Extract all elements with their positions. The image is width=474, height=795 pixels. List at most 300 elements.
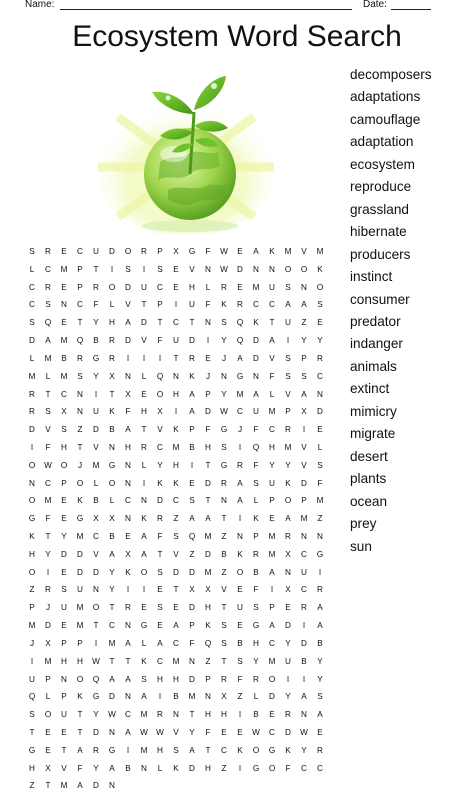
grid-cell[interactable]: Q [236,318,244,328]
grid-cell[interactable]: Z [29,781,35,791]
grid-cell[interactable]: Z [29,585,35,595]
grid-cell[interactable]: K [189,371,195,381]
grid-cell[interactable]: L [141,460,147,470]
grid-cell[interactable]: W [92,656,100,666]
grid-cell[interactable]: R [253,674,259,684]
grid-cell[interactable]: B [93,496,99,506]
grid-cell[interactable]: E [45,727,51,737]
grid-cell[interactable]: C [317,763,323,773]
grid-cell[interactable]: E [173,264,179,274]
grid-cell[interactable]: N [237,532,243,541]
grid-cell[interactable]: D [77,549,83,559]
grid-cell[interactable]: K [237,549,243,559]
grid-cell[interactable]: A [301,389,307,399]
grid-cell[interactable]: C [301,549,307,559]
grid-cell[interactable]: C [157,282,163,292]
grid-cell[interactable]: E [237,621,243,631]
grid-cell[interactable]: T [77,727,83,737]
grid-cell[interactable]: A [253,389,259,399]
grid-cell[interactable]: V [173,549,179,559]
grid-cell[interactable]: I [94,638,98,648]
grid-cell[interactable]: F [253,585,259,595]
grid-cell[interactable]: D [189,603,195,613]
grid-cell[interactable]: I [126,585,130,595]
grid-cell[interactable]: X [301,407,307,417]
grid-cell[interactable]: T [205,745,211,755]
grid-cell[interactable]: M [268,549,276,559]
grid-cell[interactable]: S [317,460,323,470]
grid-cell[interactable]: S [45,407,51,417]
grid-cell[interactable]: S [221,638,227,648]
grid-cell[interactable]: I [174,300,178,310]
grid-cell[interactable]: A [125,318,131,328]
grid-cell[interactable]: Y [317,674,323,684]
grid-cell[interactable]: R [45,282,51,292]
grid-cell[interactable]: K [173,425,179,435]
grid-cell[interactable]: V [93,549,99,559]
grid-cell[interactable]: A [253,247,259,256]
grid-cell[interactable]: A [125,638,131,648]
grid-cell[interactable]: E [173,282,179,292]
grid-cell[interactable]: J [45,603,51,613]
grid-cell[interactable]: F [93,300,99,310]
grid-cell[interactable]: R [317,745,323,755]
grid-cell[interactable]: O [300,264,308,274]
grid-cell[interactable]: N [125,460,131,470]
grid-cell[interactable]: X [61,407,67,417]
grid-cell[interactable]: X [93,514,99,524]
grid-cell[interactable]: L [141,638,147,648]
grid-cell[interactable]: R [141,247,147,256]
grid-cell[interactable]: N [125,692,131,702]
grid-cell[interactable]: Q [252,442,260,452]
grid-cell[interactable]: B [237,638,243,648]
grid-cell[interactable]: A [237,478,243,488]
grid-cell[interactable]: P [29,603,35,613]
grid-cell[interactable]: B [221,549,227,559]
grid-cell[interactable]: S [317,692,323,702]
grid-cell[interactable]: I [142,353,146,363]
grid-cell[interactable]: Z [301,318,307,328]
grid-cell[interactable]: R [109,336,115,346]
grid-cell[interactable]: K [221,300,227,310]
grid-cell[interactable]: E [237,282,243,292]
grid-cell[interactable]: X [285,585,291,595]
grid-cell[interactable]: C [29,300,35,310]
grid-cell[interactable]: H [141,407,147,417]
grid-cell[interactable]: P [61,692,67,702]
grid-cell[interactable]: E [317,318,323,328]
grid-cell[interactable]: Y [109,567,115,577]
grid-cell[interactable]: H [173,389,179,399]
grid-cell[interactable]: I [270,585,274,595]
grid-cell[interactable]: G [92,353,100,363]
grid-cell[interactable]: E [61,247,67,256]
grid-cell[interactable]: G [140,621,148,631]
grid-cell[interactable]: F [125,407,131,417]
grid-cell[interactable]: D [45,621,51,631]
grid-cell[interactable]: R [77,353,83,363]
grid-cell[interactable]: A [189,745,195,755]
grid-cell[interactable]: F [237,674,243,684]
grid-cell[interactable]: I [126,353,130,363]
grid-cell[interactable]: N [173,710,179,720]
grid-cell[interactable]: A [285,514,291,524]
grid-cell[interactable]: T [109,389,115,399]
grid-cell[interactable]: M [236,389,244,399]
grid-cell[interactable]: E [317,425,323,435]
grid-cell[interactable]: R [285,425,291,435]
grid-cell[interactable]: L [317,442,323,452]
grid-cell[interactable]: R [93,282,99,292]
grid-cell[interactable]: C [125,496,131,506]
grid-cell[interactable]: W [300,727,308,737]
grid-cell[interactable]: C [301,585,307,595]
grid-cell[interactable]: A [189,389,195,399]
grid-cell[interactable]: M [60,781,68,791]
grid-cell[interactable]: H [77,656,83,666]
grid-cell[interactable]: A [189,514,195,524]
grid-cell[interactable]: S [317,300,323,310]
grid-cell[interactable]: A [157,638,163,648]
grid-cell[interactable]: S [221,318,227,328]
grid-cell[interactable]: O [108,282,116,292]
grid-cell[interactable]: T [221,656,227,666]
grid-cell[interactable]: A [269,621,275,631]
grid-cell[interactable]: I [286,336,290,346]
grid-cell[interactable]: E [237,585,243,595]
grid-cell[interactable]: B [253,710,259,720]
grid-cell[interactable]: S [237,656,243,666]
grid-cell[interactable]: C [45,478,51,488]
grid-cell[interactable]: U [61,710,67,720]
grid-cell[interactable]: K [141,656,147,666]
grid-cell[interactable]: R [221,478,227,488]
grid-cell[interactable]: J [77,460,83,470]
grid-cell[interactable]: A [269,336,275,346]
grid-cell[interactable]: D [93,567,99,577]
grid-cell[interactable]: V [301,442,307,452]
grid-cell[interactable]: U [253,407,259,417]
grid-cell[interactable]: O [28,496,36,506]
grid-cell[interactable]: C [237,407,243,417]
grid-cell[interactable]: G [188,247,196,256]
grid-cell[interactable]: A [141,549,147,559]
grid-cell[interactable]: A [45,336,51,346]
grid-cell[interactable]: Y [221,336,227,346]
grid-cell[interactable]: D [189,763,195,773]
grid-cell[interactable]: H [125,442,131,452]
grid-cell[interactable]: X [109,514,115,524]
grid-cell[interactable]: Q [204,638,212,648]
grid-cell[interactable]: T [93,621,99,631]
grid-cell[interactable]: E [269,514,275,524]
grid-cell[interactable]: I [302,425,306,435]
grid-cell[interactable]: D [205,478,211,488]
grid-cell[interactable]: R [125,603,131,613]
grid-cell[interactable]: O [284,264,292,274]
grid-cell[interactable]: L [93,478,99,488]
grid-cell[interactable]: I [30,442,34,452]
grid-cell[interactable]: Y [285,638,291,648]
grid-cell[interactable]: R [29,407,35,417]
grid-cell[interactable]: K [29,532,35,541]
grid-cell[interactable]: Q [188,532,196,541]
grid-cell[interactable]: N [253,371,259,381]
grid-cell[interactable]: S [285,282,291,292]
grid-cell[interactable]: H [29,549,35,559]
grid-cell[interactable]: A [189,407,195,417]
grid-cell[interactable]: E [61,567,67,577]
grid-cell[interactable]: D [29,336,35,346]
grid-cell[interactable]: T [189,318,195,328]
grid-cell[interactable]: Y [109,585,115,595]
grid-cell[interactable]: I [142,478,146,488]
grid-cell[interactable]: T [93,264,99,274]
grid-cell[interactable]: Q [92,674,100,684]
grid-cell[interactable]: T [141,425,147,435]
grid-cell[interactable]: Y [317,336,323,346]
grid-cell[interactable]: S [157,603,163,613]
grid-cell[interactable]: D [189,336,195,346]
grid-cell[interactable]: O [252,745,260,755]
grid-cell[interactable]: E [221,727,227,737]
grid-cell[interactable]: S [221,621,227,631]
grid-cell[interactable]: E [269,710,275,720]
grid-cell[interactable]: M [252,282,260,292]
grid-cell[interactable]: X [157,407,163,417]
grid-cell[interactable]: C [253,300,259,310]
grid-cell[interactable]: Z [221,532,227,541]
grid-cell[interactable]: D [173,567,179,577]
grid-cell[interactable]: U [141,282,147,292]
grid-cell[interactable]: E [237,247,243,256]
grid-cell[interactable]: F [269,371,275,381]
grid-cell[interactable]: U [285,318,291,328]
grid-cell[interactable]: V [173,727,179,737]
grid-cell[interactable]: M [140,745,148,755]
grid-cell[interactable]: H [61,442,67,452]
grid-cell[interactable]: K [205,621,211,631]
grid-cell[interactable]: N [61,300,67,310]
grid-cell[interactable]: T [205,460,211,470]
grid-cell[interactable]: K [125,567,131,577]
grid-cell[interactable]: S [285,353,291,363]
grid-cell[interactable]: V [301,460,307,470]
grid-cell[interactable]: E [285,603,291,613]
grid-cell[interactable]: N [221,496,227,506]
grid-cell[interactable]: I [302,621,306,631]
grid-cell[interactable]: D [301,478,307,488]
grid-cell[interactable]: U [269,282,275,292]
grid-cell[interactable]: I [286,674,290,684]
grid-cell[interactable]: M [44,656,52,666]
grid-cell[interactable]: X [125,389,131,399]
grid-cell[interactable]: Y [253,656,259,666]
grid-cell[interactable]: E [157,585,163,595]
grid-cell[interactable]: R [317,585,323,595]
grid-cell[interactable]: M [316,247,324,256]
grid-cell[interactable]: N [205,264,211,274]
grid-cell[interactable]: N [77,407,83,417]
grid-cell[interactable]: D [93,781,99,791]
grid-cell[interactable]: K [157,478,163,488]
grid-cell[interactable]: F [189,638,195,648]
grid-cell[interactable]: H [253,638,259,648]
grid-cell[interactable]: B [189,442,195,452]
grid-cell[interactable]: R [189,353,195,363]
grid-cell[interactable]: M [44,353,52,363]
grid-cell[interactable]: Y [301,336,307,346]
grid-cell[interactable]: I [46,567,50,577]
grid-cell[interactable]: V [61,763,67,773]
grid-cell[interactable]: E [189,478,195,488]
grid-cell[interactable]: S [157,264,163,274]
grid-cell[interactable]: M [204,567,212,577]
grid-cell[interactable]: M [172,656,180,666]
grid-cell[interactable]: T [61,745,67,755]
grid-cell[interactable]: U [93,407,99,417]
grid-cell[interactable]: A [317,621,323,631]
grid-cell[interactable]: E [125,532,131,541]
grid-cell[interactable]: T [109,656,115,666]
grid-cell[interactable]: C [77,300,83,310]
grid-cell[interactable]: R [237,300,243,310]
grid-cell[interactable]: S [157,567,163,577]
grid-cell[interactable]: Y [269,460,275,470]
grid-cell[interactable]: C [125,710,131,720]
grid-cell[interactable]: V [141,336,147,346]
grid-cell[interactable]: D [205,407,211,417]
grid-cell[interactable]: S [253,603,259,613]
grid-cell[interactable]: V [221,585,227,595]
grid-cell[interactable]: W [252,727,260,737]
grid-cell[interactable]: P [61,638,67,648]
grid-cell[interactable]: H [205,763,211,773]
grid-cell[interactable]: A [237,353,243,363]
grid-cell[interactable]: S [301,371,307,381]
grid-cell[interactable]: I [238,710,242,720]
grid-cell[interactable]: C [77,247,83,256]
grid-cell[interactable]: D [61,549,67,559]
grid-cell[interactable]: N [205,692,211,702]
grid-cell[interactable]: L [157,763,163,773]
grid-cell[interactable]: M [204,532,212,541]
grid-cell[interactable]: K [109,407,115,417]
grid-cell[interactable]: G [236,371,244,381]
grid-cell[interactable]: C [221,745,227,755]
grid-cell[interactable]: W [220,407,228,417]
grid-cell[interactable]: Y [61,532,67,541]
grid-cell[interactable]: K [77,496,83,506]
grid-cell[interactable]: V [45,425,51,435]
grid-cell[interactable]: F [285,763,291,773]
grid-cell[interactable]: A [141,532,147,541]
grid-cell[interactable]: N [221,371,227,381]
grid-cell[interactable]: I [142,585,146,595]
grid-cell[interactable]: S [253,478,259,488]
grid-cell[interactable]: Y [93,710,99,720]
grid-cell[interactable]: D [253,336,259,346]
grid-cell[interactable]: L [269,389,275,399]
grid-cell[interactable]: A [269,567,275,577]
grid-cell[interactable]: P [269,496,275,506]
grid-cell[interactable]: L [109,496,115,506]
grid-cell[interactable]: K [285,478,291,488]
grid-cell[interactable]: U [29,674,35,684]
grid-cell[interactable]: I [174,407,178,417]
grid-cell[interactable]: M [172,442,180,452]
grid-cell[interactable]: U [77,585,83,595]
grid-cell[interactable]: T [173,585,179,595]
grid-cell[interactable]: F [45,442,51,452]
grid-cell[interactable]: F [77,763,83,773]
grid-cell[interactable]: A [141,692,147,702]
grid-cell[interactable]: U [173,336,179,346]
grid-cell[interactable]: I [126,745,130,755]
grid-cell[interactable]: V [189,264,195,274]
grid-cell[interactable]: A [77,745,83,755]
grid-cell[interactable]: C [157,442,163,452]
grid-cell[interactable]: C [93,532,99,541]
grid-cell[interactable]: P [45,674,51,684]
grid-cell[interactable]: O [316,282,324,292]
grid-cell[interactable]: O [268,763,276,773]
grid-cell[interactable]: P [269,603,275,613]
grid-cell[interactable]: E [61,514,67,524]
grid-cell[interactable]: C [45,264,51,274]
grid-cell[interactable]: H [157,745,163,755]
grid-cell[interactable]: R [141,442,147,452]
grid-cell[interactable]: N [301,282,307,292]
name-field[interactable] [60,9,352,10]
grid-cell[interactable]: X [189,585,195,595]
grid-cell[interactable]: R [93,745,99,755]
grid-cell[interactable]: T [125,656,131,666]
grid-cell[interactable]: G [316,549,324,559]
grid-cell[interactable]: D [317,407,323,417]
grid-cell[interactable]: T [141,300,147,310]
grid-cell[interactable]: R [221,674,227,684]
grid-cell[interactable]: D [77,567,83,577]
grid-cell[interactable]: T [189,710,195,720]
grid-cell[interactable]: B [125,763,131,773]
grid-cell[interactable]: O [92,603,100,613]
grid-cell[interactable]: C [173,318,179,328]
grid-cell[interactable]: K [141,514,147,524]
grid-cell[interactable]: A [285,300,291,310]
grid-cell[interactable]: Y [285,692,291,702]
grid-cell[interactable]: K [317,264,323,274]
grid-cell[interactable]: O [284,496,292,506]
grid-cell[interactable]: B [61,353,67,363]
grid-cell[interactable]: A [77,781,83,791]
grid-cell[interactable]: S [285,371,291,381]
grid-cell[interactable]: N [109,727,115,737]
grid-cell[interactable]: R [109,353,115,363]
grid-cell[interactable]: S [189,496,195,506]
grid-cell[interactable]: A [109,674,115,684]
grid-cell[interactable]: T [157,549,163,559]
grid-cell[interactable]: G [252,763,260,773]
grid-cell[interactable]: X [125,549,131,559]
grid-cell[interactable]: D [157,496,163,506]
grid-cell[interactable]: J [29,638,35,648]
grid-cell[interactable]: N [61,674,67,684]
grid-cell[interactable]: M [300,514,308,524]
grid-cell[interactable]: K [253,318,259,328]
grid-cell[interactable]: I [110,264,114,274]
